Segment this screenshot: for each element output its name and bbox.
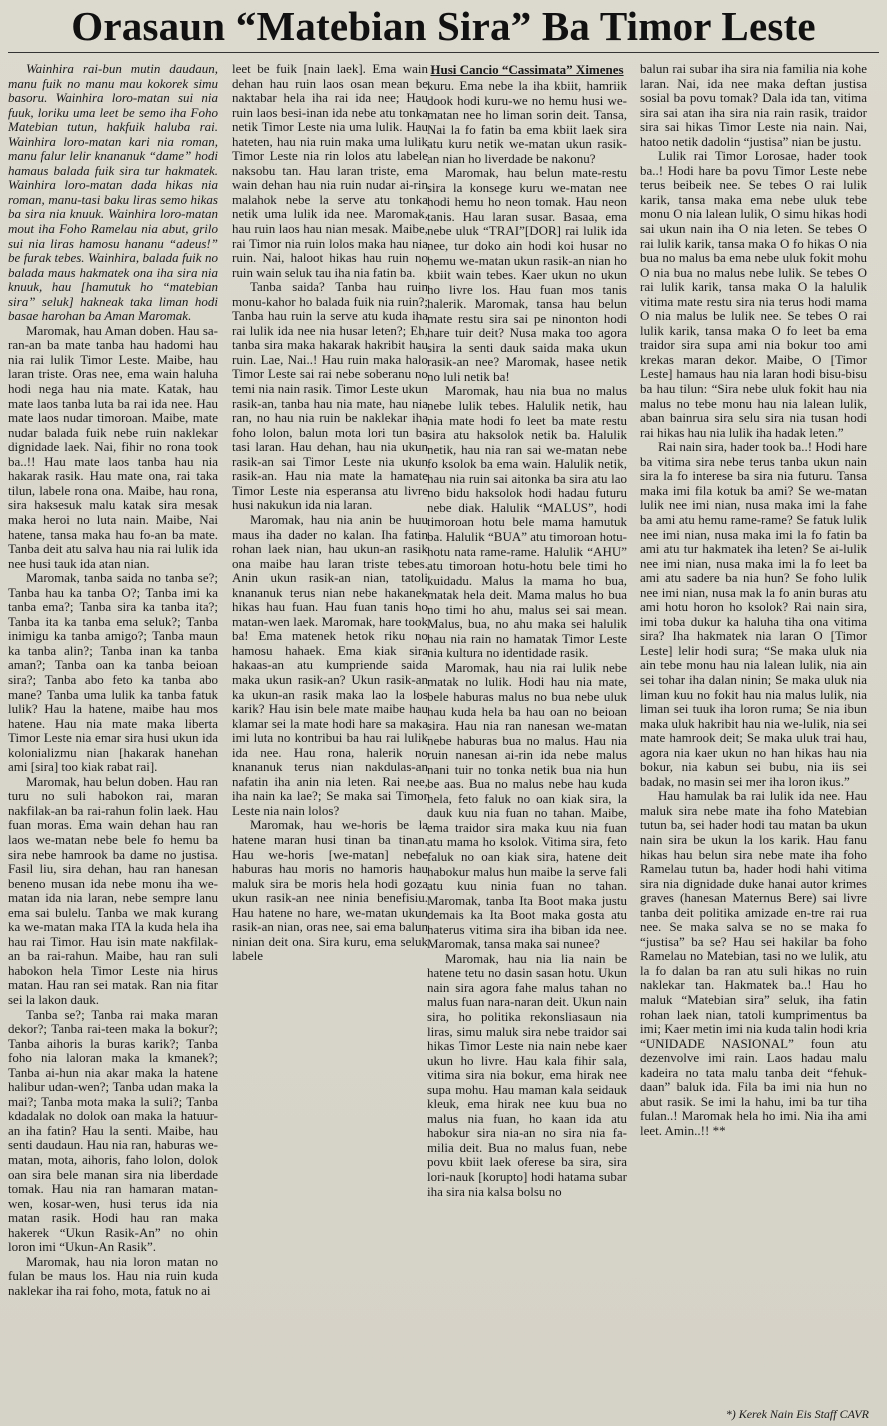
body-paragraph: Maromak, hau nia loron matan no fulan be maus los. Hau nia ruin kuda naklekar iha rai foho, mota, fatuk no ai [8,1253,218,1298]
body-paragraph: Maromak, hau belun mate-restu sira la konsege kuru we-matan nee hodi hemu ho neon tomak. Hau neon tanis. Hau laran susar. Basaa, ema nebe uluk “TRAI”[DOR] rai lulik ida nee, tur doko ain hodi koi husar no hemu we-matan ukun rasik-an nian ho kbiit wain tebes. Kaer ukun no ukun ho livre los. Hau fuan mos tanis halerik. Maromak, tansa hau belun mate restu sira sai pe ninonton hodi hare tuir deit? Nusa maka too agora sira la senti dauk saida maka ukun rasik-an nee? Maromak, hasee netik no luli netik ba! [427,165,627,384]
body-paragraph: Maromak, hau nia bua no malus nebe lulik tebes. Halulik netik, hau nia mate hodi fo leet ba mate restu sira atu haksolok netik ba. Halulik netik, hau nia ran sai we-matan nebe fo ksolok ba ema wain. Halulik netik, hau nia ruin sai aitonka ba sira atu lao no bidu haksolok hodi hadau futuru nebe diak. Halulik “MALUS”, hodi timoroan hotu bele mama hamutuk ba. Halulik “BUA” atu timoroan hotu-hotu nata rame-rame. Halulik “AHU” atu timoroan hotu-hotu bele timi ho kuidadu. Malus la mama ho bua, matak hela deit. Mama malus ho bua no timi ho ahu, malus sei sai mean. Malus, bua, no ahu maka sei halulik hau nia rain no hamatak Timor Leste nia kultura no identidade rasik. [427,383,627,661]
column-2 [232,62,428,1422]
body-paragraph: Maromak, hau nia anin be huu maus iha dader no kalan. Iha fatin rohan laek nian, hau ukun-an rasik ona maibe hau laran triste tebes. Anin ukun rasik-an nian, tatoli knananuk terus nian nebe hakanek hikas hau fuan. Hau fuan tanis ho matan-wen laek. Maromak, hare took ba! Ema matenek hetok riku no hamosu hahaek. Ema kiak sira hakaas-an atu kumpriende saida maka ukun rasik-an? Ukun rasik-an ka ukun-an rasik maka lao la los karik? Hau isin bele mate maibe hau klamar sei la mate hodi hare sa maka imi luta no kontribui ba hau rai lulik ida nee. Hau rona, halerik no knananuk terus nian nakdulas-an nafatin iha anin nia leten. Rai nee, iha nain ka lae?; Se maka sai Timor Leste nia nain lolos? [232,511,428,818]
body-paragraph: balun rai subar iha sira nia familia nia kohe laran. Nai, ida nee maka deftan justisa sosial ba povu tomak? Dala ida tan, vitima sira sai atan iha sira nia rain rasik, traidor sira sai hikas Timor Leste nia nain. Nai, hatoo netik dadolin “justisa” nian be justu. [640,62,867,149]
body-paragraph: Tanba saida? Tanba hau ruin monu-kahor ho balada fuik nia ruin?; Tanba hau ruin la serve atu kuda iha rai lulik ida nee nia husar leten?; Eh, tanba sira maka hakarak hakribit hau ruin. Lae, Nai..! Hau ruin maka halo Timor Leste sai rai nebe soberanu no temi nia nain rasik. Timor Leste ukun rasik-an, tanba hau nia mate, hau nia ran, no hau nia ruin be naklekar iha foho lolon, balun mota lori tun ba tasi laran. Hau dehan, hau nia ukun rasik-an sai Timor Leste nia ukun rasik-an. Hau nia mate la hamate Timor Leste nia esperansa atu livre husi nakukun ida nia laran. [232,279,428,513]
column-4 [640,62,867,1422]
headline-rule [8,52,879,53]
body-paragraph: Maromak, hau nia rai lulik nebe matak no lulik. Hodi hau nia mate, bele haburas malus no bua nebe uluk hau kuda hela ba hau oan no beioan sira. Hau nia ran nanesan we-matan nebe haburas bua no malus. Hau nia ruin nanesan ai-rin ida nebe malus nani tuir no tonka netik bua nia hun be aas. Bua no malus nebe hau kuda hela, feto faluk no oan kiak sira, la dauk kuu nia fuan no tahan. Maibe, ema traidor sira maka kuu nia fuan atu mama ho ksolok. Vitima sira, feto faluk no oan kiak sira, hatene deit habokur malus hun maibe la serve fali atu kuu ninia fuan no tahan. Maromak, tanba Ita Boot maka justu demais ka Ita Boot maka gosta atu haterus vitima sira iha biban ida nee. Maromak, tansa maka sai nunee? [427,659,627,952]
body-paragraph: Rai nain sira, hader took ba..! Hodi hare ba vitima sira nebe terus tanba ukun nain sira la fo interese ba sira nia futuru. Tansa maka imi fila kotuk ba ami? Se we-matan lulik nee imi nian, nusa maka imi la fahe ba ami atu hemu rame-rame? Se fatuk lulik nee imi nian, nusa maka imi la fo fatin ba ami atu tur hakmatek iha leten? Se ai-lulik nee imi nian, nusa maka imi la fo leet ba ami atu sadere ba nia hun? Se foho lulik nee imi nian, nusa mak la fo anin buras atu ami hotu horon ho ksolok? Rai nain sira, imi toba dukur ka haluha tiha ona vitima sira? Iha hakmatek nia laran O [Timor Leste] lelir hodi sura; “Se maka uluk nia ain tebe monu hau nia lalean lulik, nia ain sei tohar iha dalan ninin; Se maka uluk nia liman kuu no fokit hau nia malus lulik, nia liman sei tuuk iha loron ruma; Se nia ibun maka uluk hakribit hau nia we-lulik, nia sei mate hamrook deit; Se maka uluk trai hau, agora nia kaer ukun no han hikas hau nia bokur, nia kabun sei bubu, nia iis sei badak, no masin sei mer iha loron ikus.” [640,439,867,789]
body-paragraph: Lulik rai Timor Lorosae, hader took ba..! Hodi hare ba povu Timor Leste nebe terus beibeik nee. Se tebes O rai lulik karik, tansa maka ema nebe uluk tebe monu O nia lalean lulik, O simu hikas hodi sai ukun nain iha O nia leten. Se tebes O rai lulik karik, tansa maka O fo hikas O nia bua no malus ba ema nebe uluk fokit mohu O nia bua no malus nebe lulik. Se tebes O rai lulik karik, tansa maka O la halulik vitima mate restu sira nia terus hodi mama O nia malus be lulik nee. Se tebes O rai lulik karik, tansa maka O fo leet ba ema traidor sira supa ami nia bokur too ami krekas maran dekor. Maibe, O [Timor Leste] hamaus hau nia laran hodi bisu-bisu ba hau tilun: “Sira nebe uluk fokit hau nia malus no tebe monu hau nia lalean lulik, aban bainrua sira selu sira nia tusan hodi rai hikas hau nia lulik iha hadak leten.” [640,148,867,440]
body-paragraph: Maromak, hau we-horis be la hatene maran husi tinan ba tinan. Hau we-horis [we-matan] nebe haburas hau moris no hamoris hau maluk sira be moris hela hodi goza ukun rasik-an nee ninia benefisiu. Hau hatene no hare, we-matan ukun rasik-an nian, oras nee, sai ema balun ninian deit ona. Sira kuru, ema seluk labele [232,817,428,964]
intro-paragraph: Wainhira rai-bun mutin daudaun, manu fuik no manu mau kokorek simu basoru. Wainhira loro-matan sui nia fuuk, loriku uma leet be semo iha Foho Matebian tutun, hakfuik haluba rai. Wainhira loro-matan kari nia roman, manu falur lelir knananuk “dame” hodi hamaus balada fuik sira tur hakmatek. Wainhira loro-matan dada hikas nia roman, manu-tasi baku liras semo hikas ba sira nia knuuk. Wainhira loro-matan mout iha Foho Ramelau nia abut, grilo sui nia liras hamosu hananu “adeus!” be furak tebes. Wainhira, balada fuik no balada maus hakmatek ona iha sira nia knuuk, hau [hamutuk ho “matebian sira” seluk] hakneak taka liman hodi basae harohan ba Aman Maromak. [8,62,218,324]
byline: Husi Cancio “Cassimata” Ximenes [430,62,624,77]
column-1 [8,62,218,1422]
body-paragraph: leet be fuik [nain laek]. Ema wain dehan hau ruin laos osan mean be naktabar hela iha rai ida nee; Hau ruin laos besi-inan ida nebe atu tonka netik Timor Leste nia uma lulik. Hau hateten, hau nia ruin maka uma lulik Timor Leste nia rin lolos atu labele naksobu tan. Hau laran triste, ema wain dehan hau nia ruin nudar ai-rin malahok nebe la serve atu tonka netik uma lulik ida nee. Maromak, hau ruin laos hau nian mesak. Maibe, rai Timor nia ruin lolos maka hau nia ruin. Nai, haloot hikas hau ruin no ruin wain seluk tau iha nia fatin ba. [232,62,428,280]
body-paragraph: Maromak, hau Aman doben. Hau sa-ran-an ba mate tanba hau hadomi hau nia rai lulik Timor Leste. Maibe, hau laran triste. Oras nee, ema wain haluha hodi nega hau nia mate. Katak, hau mate laos tanba luta ba rai ida nee. Hau mate laos nudar timoroan. Maibe, mate nudar balada fuik nebe ruin naklekar dignidade laek. Nai, fihir no rona took ba..!! Hau mate laos tanba hau nia hakarak rasik. Hau mate ona, rai taka tilun, labele rona ona. Maibe, hau rona, sira haksesuk malu katak sira mesak maka heroi no luta nain. Maibe, Nai hatene, tansa maka hau fo-an ba mate. Tanba deit atu salva hau nia rai lulik ida nee husi tauk ida atan nian. [8,322,218,571]
column-3 [427,62,627,1422]
headline: Orasaun “Matebian Sira” Ba Timor Leste [71,3,816,49]
body-paragraph: Maromak, tanba saida no tanba se?; Tanba hau ka tanba O?; Tanba imi ka tanba ema?; Tanba sira ka tanba ita?; Tanba ita ka tanba ema seluk?; Tanba inimigu ka tanba amigo?; Tanba maun ka tanba alin?; Tanba inan ka tanba aman?; Tanba oan ka tanba beioan sira?; Tanba abo feto ka tanba abo mane? Tanba uma lulik ka tanba fatuk lulik? Hau la hatene, maibe hau mos hatene. Hau nia mate maka liberta Timor Leste nia emar sira husi ukun ida kolonializmu nian [hakarak hanehan ami [sira] too kiak rabat rai]. [8,570,218,775]
author-signature: *) Kerek Nain Eis Staff CAVR [725,1407,869,1421]
body-paragraph: Tanba se?; Tanba rai maka maran dekor?; Tanba rai-teen maka la bokur?; Tanba aihoris la buras karik?; Tanba foho nia laloran maka la kmanek?; Tanba ai-hun nia akar maka la hatene halibur udan-wen?; Tanba udan maka la mai?; Tanba mota maka la suli?; Tanba kdadalak no dolok oan maka la hatuur-an iha fatin? Hau la senti. Maibe, hau senti daudaun. Hau nia ran, haburas we-matan, mota, aihoris, faho lolon, dolok oan sira bele manan sira nia liberdade tomak. Hau nia ran hamaran matan-wen, kosar-wen, husi terus ida nia matan rasik. Hodi hau ran maka hakerek “Ukun Rasik-An” no ohin loron imi “Ukun-An Rasik”. [8,1006,218,1255]
body-paragraph: Maromak, hau belun doben. Hau ran turu no suli habokon rai, maran nakfilak-an ba rai-rahun folin laek. Hau fuan moras. Ema wain dehan hau ran laos we-matan nebe bele fo hemu ba sira nebe hamrook ba dame no justisa. Fasil liu, sira dehan, hau ran hanesan beneno musan ida nebe monu iha we-matan ida nia laran, nebe sempre lanu ema sai bulelu. Tanba we mak kurang ka we-matan maka ITA la kuda hela iha hau rai Timor. Hau isin mate nakfilak-an ba rai-rahun. Maibe, hau ran suli habokon hela Timor Leste nia hirus matan. Hau ran sei matak. Ran nia fitar sei la lakon dauk. [8,773,218,1007]
body-paragraph: Maromak, hau nia lia nain be hatene tetu no dasin sasan hotu. Ukun nain sira agora fahe malus tahan no malus fuan nara-naran deit. Ukun nain sira, ho politika rekonsliasaun nia liras, simu maluk sira nebe traidor sai hikas Timor Leste nia nain nebe kaer ukun ho livre. Hau kala fihir sala, vitima sira nia bokur, ema hirak nee supa mohu. Hau maman kala seidauk kleuk, ema hirak nee kuu bua no malus nia fuan, ho kaan ida atu habokur sira nia-an no sira nia fa-milia deit. Bua no malus fuan, nebe povu kbiit laek oferese ba sira, sira lori-nauk [korupto] hodi hatama subar iha sira nia kalsa bolsu no [427,950,627,1199]
body-paragraph: Hau hamulak ba rai lulik ida nee. Hau maluk sira nebe mate iha foho Matebian tutun ba, sei hader hodi tau matan ba ukun nain sira be ukun la los karik. Hau fanu hikas hau belun sira nebe mate iha foho Ramelau tutun ba, hader hodi hahi vitima sira nia dignidade duke hanai autor krimes graves (hanesan Maternus Bere) sai livre tanba deit politika amizade en-tre rai rua nee. Se maka salva se no se maka fo “justisa” ba se? Hau sei hakilar ba foho Ramelau no Matebian, tasi no we lulik, atu la fo dalan ba ran atu suli hikas no ruin naklekar tan. Hakmatek ba..! Hau ho maluk “Matebian sira” seluk, iha fatin rohan laek nian, tatoli kumprimentus ba imi; Kaer metin imi nia kuda talin hodi kria “UNIDADE NASIONAL” foun atu dezenvolve imi rain. Laos hadau malu kadeira no tata malu tanba deit “fehuk-daan” baluk ida. Fila ba imi nia hun no abut rasik. Se imi la hahu, imi ba tur tiha fulan..! Maromak hela ho imi. Nia iha ami leet. Amin..!! ** [640,788,867,1138]
body-paragraph: kuru. Ema nebe la iha kbiit, hamriik dook hodi kuru-we no hemu husi we-matan nee ho liman sorin deit. Tansa, Nai la fo fatin ba ema kbiit laek sira atu kuru netik we-matan ukun rasik-an nian ho liverdade be nakonu? [427,78,627,166]
